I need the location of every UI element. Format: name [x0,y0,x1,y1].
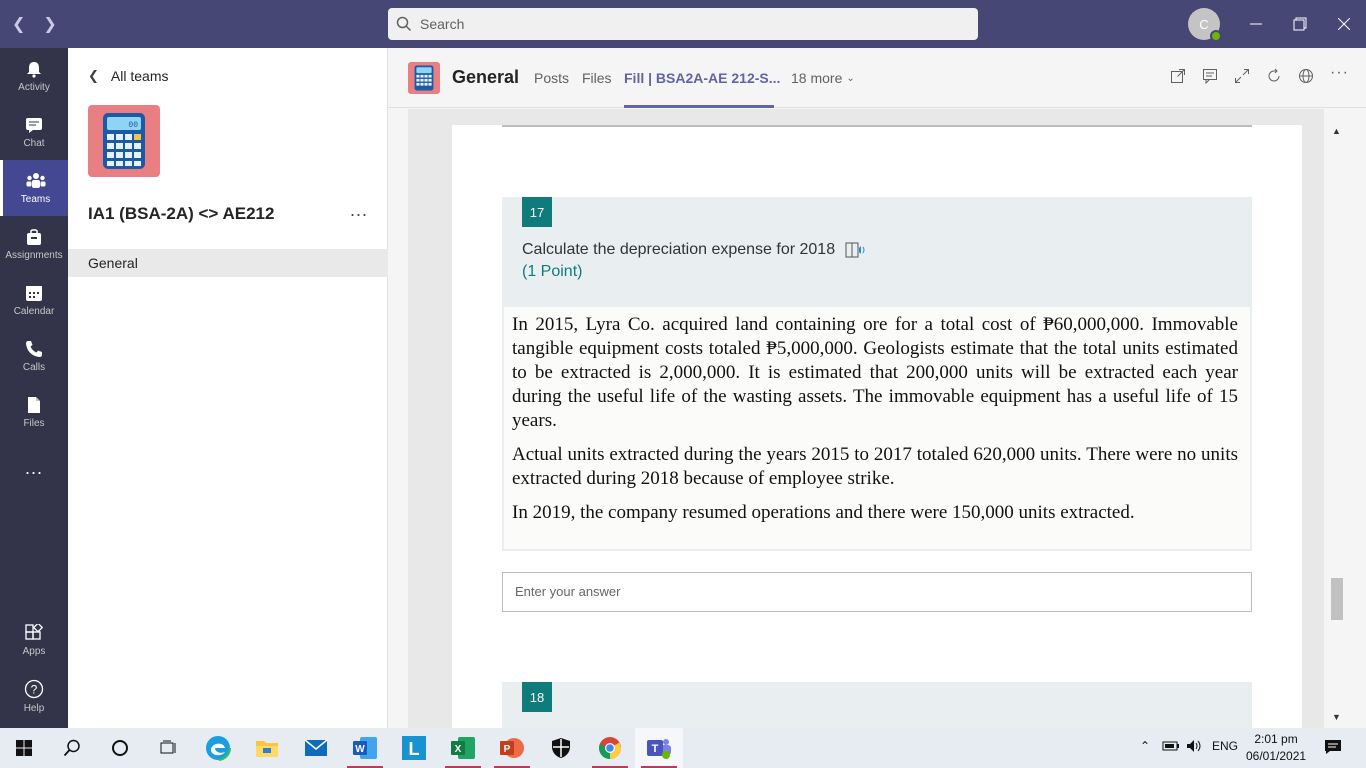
folder-icon [255,738,279,758]
team-name: IA1 (BSA-2A) <> AE212 [88,204,275,223]
team-avatar [88,105,160,177]
channel-team-icon [408,62,440,94]
clock-date: 06/01/2021 [1246,749,1307,763]
l-app-icon [402,736,426,760]
taskbar-mail[interactable] [292,728,340,768]
minimize-button[interactable] [1234,0,1278,48]
svg-text:L: L [408,739,420,759]
rail-label: Teams [20,193,51,205]
word-icon [352,736,378,760]
search-icon [396,16,412,32]
svg-text:T: T [651,743,659,755]
rail-label: Chat [23,137,45,149]
reload-button[interactable] [1266,68,1282,84]
channel-header [388,48,1366,108]
bell-icon [25,60,43,78]
form-viewport [408,109,1324,728]
all-teams-label: All teams [110,68,169,84]
previous-answer-border [502,125,1252,127]
rail-help[interactable] [0,668,68,724]
rail-apps[interactable] [0,612,68,668]
scrollbar[interactable] [1324,109,1350,728]
problem-paragraph-3: In 2019, the company resumed operations and there were 150,000 units extracted. [512,502,1135,523]
next-question-card [502,682,1252,728]
task-view-button[interactable] [144,728,192,768]
scroll-up-arrow-icon[interactable]: ▲ [1332,126,1341,136]
form-page [452,125,1302,728]
battery-icon [1162,739,1180,753]
rail-label: Calls [22,361,46,373]
rail-calendar[interactable] [0,272,68,328]
question-points: (1 Point) [522,263,583,280]
more-options-icon: ··· [1330,64,1349,81]
question-number: 18 [522,682,552,712]
chevron-down-icon: ⌄ [846,72,855,84]
search-icon [63,739,81,757]
title-bar [0,0,1366,48]
teams-app-icon [646,736,672,760]
clock[interactable] [1246,731,1306,765]
problem-paragraph-2: Actual units extracted during the years 2015 to 2017 totaled 620,000 units. There were no units extracted during 2018 because of employee strike. [512,444,1238,489]
website-button[interactable] [1298,68,1314,84]
rail-calls[interactable] [0,328,68,384]
clock-time: 2:01 pm [1254,732,1298,746]
start-button[interactable] [0,728,48,768]
rail-files[interactable] [0,384,68,440]
taskbar-security[interactable] [537,728,585,768]
shield-icon [551,737,571,759]
rail-label: Help [23,702,45,714]
taskbar-l-app[interactable] [390,728,438,768]
history-nav [12,14,57,34]
chevron-left-icon: ❮ [88,68,99,83]
conversation-icon [1202,68,1218,84]
expand-button[interactable] [1234,68,1250,84]
close-button[interactable] [1322,0,1366,48]
conversation-button[interactable] [1202,68,1218,84]
tab-posts[interactable]: Posts [534,70,570,86]
volume-button[interactable] [1186,739,1204,756]
svg-text:W: W [355,744,365,755]
more-tabs-label: 18 more [791,70,843,86]
popout-icon [1170,68,1186,84]
popout-button[interactable] [1170,68,1186,84]
globe-icon [1298,68,1314,84]
scroll-down-arrow-icon[interactable]: ▼ [1332,712,1341,722]
rail-label: Assignments [5,249,63,261]
rail-more-button[interactable] [0,440,68,496]
taskbar-file-explorer[interactable] [243,728,291,768]
notification-icon [1324,739,1342,755]
chevron-up-icon: ⌃ [1140,739,1151,753]
taskbar-teams[interactable] [635,728,683,768]
question-card [502,197,1252,307]
more-options-button[interactable] [1330,64,1349,82]
rail-bottom [0,612,68,724]
file-icon [26,396,42,414]
team-more-options-button[interactable]: ... [350,200,369,220]
svg-text:P: P [503,744,511,755]
rail-activity[interactable] [0,48,68,104]
mail-icon [304,739,328,757]
team-pane [68,48,388,728]
problem-paragraph-1: In 2015, Lyra Co. acquired land containing ore for a total cost of ₱60,000,000. Immovable tangible equipment costs totaled ₱5,000,000. Geologists estimate that the total units estimated to be extracted is 2,000,000. It is estimated that 200,000 units will be extracted each year during the useful life of the wasting assets. The immovable equipment has a useful life of 15 years. [512,314,1238,431]
rail-label: Files [23,417,45,429]
edge-icon [205,735,231,761]
svg-text:?: ? [30,682,38,696]
forward-arrow-icon[interactable]: ❯ [43,16,57,33]
powerpoint-icon [499,736,525,760]
question-number: 17 [522,197,552,227]
rail-label: Activity [18,81,50,93]
channel-title: General [452,67,520,87]
all-teams-link[interactable] [88,68,168,84]
help-icon [24,679,44,699]
input-language[interactable]: ENG [1212,739,1239,753]
svg-text:X: X [454,744,462,755]
speaker-icon [1186,739,1204,753]
svg-text:00: 00 [128,121,138,130]
tab-files[interactable]: Files [582,70,612,86]
rail-label: Apps [22,645,46,657]
avatar-initial: C [1199,16,1209,32]
more-icon: ... [24,457,43,478]
rail-label: Calendar [13,305,55,317]
assignments-icon [25,228,43,246]
question-title [522,241,867,259]
calculator-icon [414,65,434,91]
phone-icon [25,340,43,358]
active-tab-indicator [624,105,774,108]
close-icon [1338,18,1350,30]
excel-icon [450,736,476,760]
windows-taskbar [0,728,1366,768]
app-bar [0,48,68,728]
calendar-icon [25,284,43,302]
battery-status[interactable] [1162,739,1180,756]
maximize-button[interactable] [1278,0,1322,48]
channel-general[interactable]: General [68,249,388,277]
taskbar-excel[interactable] [439,728,487,768]
rail-teams[interactable] [0,160,68,216]
action-center-button[interactable] [1324,739,1342,758]
immersive-reader-icon[interactable] [845,241,867,259]
chrome-icon [598,736,622,760]
search-input[interactable] [388,8,978,40]
teams-icon [26,172,46,190]
task-view-icon [159,740,177,756]
avatar[interactable] [1188,8,1220,40]
taskbar-search-button[interactable] [48,728,96,768]
question-text: Calculate the depreciation expense for 2018 [522,241,836,258]
taskbar-edge[interactable] [194,728,242,768]
reload-icon [1266,68,1282,84]
question-image [502,305,1252,551]
windows-logo-icon [16,740,32,756]
calculator-icon [102,112,146,170]
rail-chat[interactable] [0,104,68,160]
scroll-thumb[interactable] [1331,578,1343,620]
taskbar-powerpoint[interactable] [488,728,536,768]
minimize-icon [1250,18,1262,30]
taskbar-chrome[interactable] [586,728,634,768]
tab-form[interactable]: Fill | BSA2A-AE 212-S... [624,70,781,86]
taskbar-word[interactable] [341,728,389,768]
answer-input[interactable]: Enter your answer [502,572,1252,612]
show-hidden-icons-button[interactable] [1140,739,1150,753]
expand-icon [1234,68,1250,84]
search-placeholder: Search [420,16,465,32]
tab-more-dropdown[interactable] [791,70,855,86]
chat-icon [25,116,43,134]
rail-assignments[interactable] [0,216,68,272]
cortana-button[interactable] [96,728,144,768]
cortana-icon [111,739,129,757]
presence-available-icon [1210,30,1222,42]
apps-icon [25,624,43,642]
back-arrow-icon[interactable]: ❮ [12,16,26,33]
restore-icon [1293,17,1307,31]
